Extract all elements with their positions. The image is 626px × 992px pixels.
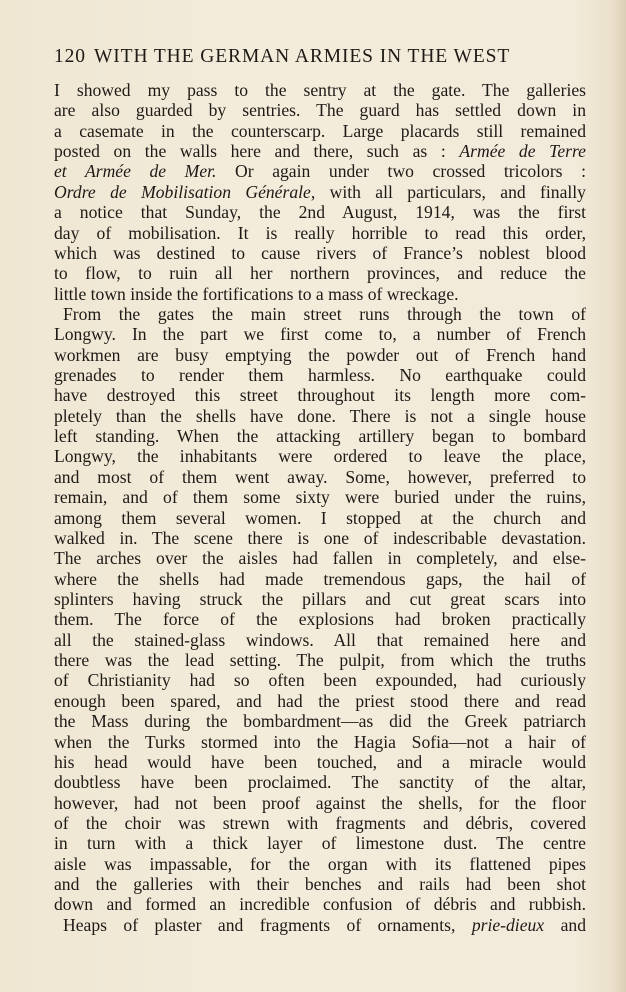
text-run: doubtless have been proclaimed. The sanctity of the altar, xyxy=(54,772,586,793)
text-run: down and formed an incredible confusion of débris and rubbish. xyxy=(54,894,586,915)
text-line xyxy=(54,874,586,894)
text-run: are also guarded by sentries. The guard has settled down in xyxy=(54,100,586,121)
text-line xyxy=(54,80,586,100)
italic-text: Ordre de Mobilisation Générale, xyxy=(54,181,316,202)
page-number: 120 xyxy=(54,46,86,67)
text-run: day of mobilisation. It is really horrible to read this order, xyxy=(54,222,586,243)
text-line xyxy=(54,121,586,141)
text-line xyxy=(54,263,586,283)
body-text xyxy=(54,80,586,935)
text-line xyxy=(54,609,586,629)
running-head xyxy=(54,46,588,68)
text-line xyxy=(54,223,586,243)
text-run: all the stained-glass windows. All that remained here and xyxy=(54,629,586,650)
text-line xyxy=(54,813,586,833)
text-run: a casemate in the counterscarp. Large placards still remained xyxy=(54,120,586,141)
text-run: splinters having struck the pillars and cut great scars into xyxy=(54,588,586,609)
text-run: of Christianity had so often been expounded, had curiously xyxy=(54,670,586,691)
text-line xyxy=(54,324,586,344)
text-line xyxy=(54,630,586,650)
text-line xyxy=(54,732,586,752)
text-run: the Mass during the bombardment—as did the Greek patriarch xyxy=(54,711,586,732)
text-line xyxy=(54,548,586,568)
text-run: pletely than the shells have done. There is not a single house xyxy=(54,405,586,426)
text-line xyxy=(54,446,586,466)
text-run: and the galleries with their benches and rails had been shot xyxy=(54,874,586,895)
text-line xyxy=(54,161,586,181)
text-run: there was the lead setting. The pulpit, from which the truths xyxy=(54,650,586,671)
text-line xyxy=(54,569,586,589)
text-line xyxy=(54,793,586,813)
text-line xyxy=(54,345,586,365)
text-line xyxy=(54,385,586,405)
text-run: however, had not been proof against the shells, for the floor xyxy=(54,792,586,813)
text-run: Longwy. In the part we first come to, a number of French xyxy=(54,324,586,345)
text-line xyxy=(54,365,586,385)
text-line xyxy=(54,508,586,528)
text-run: which was destined to cause rivers of France’s noblest blood xyxy=(54,242,586,263)
text-line xyxy=(54,650,586,670)
text-run: to flow, to ruin all her northern provinces, and reduce the xyxy=(54,263,586,284)
text-line xyxy=(54,528,586,548)
text-run: and most of them went away. Some, however, preferred to xyxy=(54,466,586,487)
text-run: a notice that Sunday, the 2nd August, 1914, was the first xyxy=(54,202,586,223)
text-line xyxy=(54,243,586,263)
text-run: his head would have been touched, and a miracle would xyxy=(54,751,586,772)
text-line xyxy=(54,406,586,426)
text-line xyxy=(54,670,586,690)
text-line xyxy=(54,589,586,609)
text-run: walked in. The scene there is one of indescribable devastation. xyxy=(54,527,586,548)
text-run: Longwy, the inhabitants were ordered to leave the place, xyxy=(54,446,586,467)
text-run: left standing. When the attacking artillery began to bombard xyxy=(54,426,586,447)
text-line xyxy=(54,691,586,711)
text-line xyxy=(54,202,586,222)
text-run: little town inside the fortifications to a mass of wreckage. xyxy=(54,283,459,304)
text-line xyxy=(54,854,586,874)
text-run: and xyxy=(544,914,586,935)
text-run: enough been spared, and had the priest stood there and read xyxy=(54,690,586,711)
text-run: have destroyed this street throughout its length more com- xyxy=(54,385,586,406)
text-run: remain, and of them some sixty were buried under the ruins, xyxy=(54,487,586,508)
text-line xyxy=(54,772,586,792)
text-line xyxy=(54,833,586,853)
text-run: I showed my pass to the sentry at the gate. The galleries xyxy=(54,80,586,100)
text-run: them. The force of the explosions had broken practically xyxy=(54,609,586,630)
text-run: grenades to render them harmless. No earthquake could xyxy=(54,365,586,386)
text-line xyxy=(54,100,586,120)
text-run: of the choir was strewn with fragments and débris, covered xyxy=(54,812,586,833)
text-line xyxy=(54,752,586,772)
text-run: where the shells had made tremendous gaps, the hail of xyxy=(54,568,586,589)
text-line xyxy=(54,894,586,914)
text-line xyxy=(54,915,586,935)
page-edge-shadow xyxy=(612,0,626,992)
text-run: Heaps of plaster and fragments of ornaments, xyxy=(63,914,472,935)
text-run: posted on the walls here and there, such as : xyxy=(54,141,460,162)
text-line xyxy=(54,487,586,507)
italic-text: et Armée de Mer. xyxy=(54,161,217,182)
italic-text: prie-dieux xyxy=(471,914,545,935)
text-run: The arches over the aisles had fallen in completely, and else- xyxy=(54,548,586,569)
text-run: with all particulars, and finally xyxy=(315,181,586,202)
text-run: when the Turks stormed into the Hagia Sofia—not a hair of xyxy=(54,731,586,752)
text-line xyxy=(54,284,586,304)
text-line xyxy=(54,426,586,446)
text-run: Or again under two crossed tricolors : xyxy=(216,161,586,182)
text-line xyxy=(54,304,586,324)
text-run: aisle was impassable, for the organ with its flattened pipes xyxy=(54,853,586,874)
text-run: workmen are busy emptying the powder out of French hand xyxy=(54,344,586,365)
text-line xyxy=(54,467,586,487)
text-run: in turn with a thick layer of limestone dust. The centre xyxy=(54,833,586,854)
text-run: From the gates the main street runs through the town of xyxy=(63,303,586,324)
text-run: among them several women. I stopped at the church and xyxy=(54,507,586,528)
text-line xyxy=(54,182,586,202)
text-line xyxy=(54,141,586,161)
text-line xyxy=(54,711,586,731)
italic-text: Armée de Terre xyxy=(459,141,586,162)
running-title: WITH THE GERMAN ARMIES IN THE WEST xyxy=(93,46,511,67)
